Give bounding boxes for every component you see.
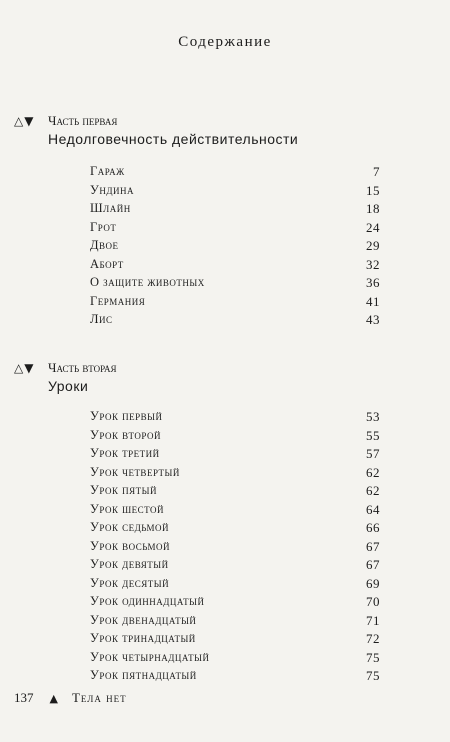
part-one-label: Часть первая bbox=[48, 113, 118, 128]
toc-entry-title: Урок шестой bbox=[90, 501, 165, 516]
toc-entry-page: 43 bbox=[366, 312, 380, 327]
toc-entry-page: 7 bbox=[373, 164, 380, 179]
toc-entry bbox=[90, 520, 380, 539]
toc-entry-page: 18 bbox=[366, 201, 380, 216]
toc-entry bbox=[90, 294, 380, 313]
part-two-toc bbox=[90, 409, 380, 687]
toc-entry bbox=[90, 428, 380, 447]
toc-entry-page: 36 bbox=[366, 275, 380, 290]
toc-entry bbox=[90, 557, 380, 576]
toc-entry-title: Урок первый bbox=[90, 409, 163, 423]
toc-entry-page: 75 bbox=[366, 649, 380, 665]
page-title: Содержание bbox=[178, 34, 272, 50]
toc-entry-title: Урок девятый bbox=[90, 557, 169, 571]
toc-entry bbox=[90, 409, 380, 428]
toc-entry bbox=[90, 465, 380, 484]
part-marker-icon: △▼ bbox=[14, 114, 35, 128]
part-one-title: Недолговечность действительности bbox=[48, 131, 299, 147]
toc-entry-page: 69 bbox=[366, 575, 380, 591]
toc-entry-page: 53 bbox=[366, 409, 380, 424]
toc-entry-page: 67 bbox=[366, 557, 380, 572]
toc-entry bbox=[90, 257, 380, 276]
toc-entry-title: Урок десятый bbox=[90, 575, 170, 590]
toc-entry bbox=[90, 446, 380, 465]
toc-entry-page: 62 bbox=[366, 483, 380, 498]
toc-entry-page: 75 bbox=[366, 668, 380, 683]
toc-entry-page: 24 bbox=[366, 219, 380, 235]
footer-book-title: Тела нет bbox=[71, 690, 127, 705]
toc-entry-page: 70 bbox=[366, 594, 380, 609]
toc-entry-title: Аборт bbox=[90, 256, 124, 271]
toc-entry bbox=[90, 220, 380, 239]
toc-entry-title: Германия bbox=[90, 293, 146, 308]
toc-entry bbox=[90, 275, 380, 294]
part-two-heading bbox=[14, 360, 117, 394]
toc-entry-title: Ундина bbox=[90, 182, 134, 197]
toc-entry bbox=[90, 502, 380, 521]
part-two-title: Уроки bbox=[48, 378, 89, 394]
toc-entry-page: 67 bbox=[366, 538, 380, 554]
part-marker-icon: △▼ bbox=[14, 361, 35, 375]
toc-entry bbox=[90, 576, 380, 595]
toc-entry-page: 57 bbox=[366, 446, 380, 461]
toc-entry-page: 55 bbox=[366, 427, 380, 443]
triangle-up-icon: ▲ bbox=[49, 691, 58, 705]
toc-entry-title: О защите животных bbox=[90, 275, 205, 289]
toc-entry-page: 32 bbox=[366, 256, 380, 272]
part-two-label: Часть вторая bbox=[48, 360, 117, 375]
toc-entry-title: Шлайн bbox=[90, 201, 131, 215]
part-one-toc bbox=[90, 164, 380, 331]
toc-entry-title: Урок седьмой bbox=[90, 520, 170, 534]
toc-entry bbox=[90, 631, 380, 650]
footer-page-number: 137 bbox=[14, 690, 34, 705]
part-one-heading bbox=[14, 113, 298, 147]
toc-entry-page: 64 bbox=[366, 501, 380, 517]
toc-entry-title: Урок четвертый bbox=[90, 464, 180, 479]
toc-entry bbox=[90, 539, 380, 558]
toc-entry-title: Урок второй bbox=[90, 427, 161, 442]
toc-entry-title: Урок одиннадцатый bbox=[90, 594, 205, 608]
toc-entry bbox=[90, 483, 380, 502]
toc-entry bbox=[90, 183, 380, 202]
toc-entry bbox=[90, 594, 380, 613]
toc-entry-title: Урок третий bbox=[90, 446, 160, 460]
toc-entry-page: 62 bbox=[366, 464, 380, 480]
toc-entry-title: Грот bbox=[90, 219, 117, 234]
toc-entry bbox=[90, 668, 380, 687]
toc-entry-title: Гараж bbox=[90, 164, 125, 178]
toc-entry-page: 71 bbox=[366, 612, 380, 628]
toc-entry-title: Урок пятнадцатый bbox=[90, 668, 197, 682]
toc-entry bbox=[90, 312, 380, 331]
toc-entry-title: Урок четырнадцатый bbox=[90, 649, 210, 664]
toc-entry bbox=[90, 613, 380, 632]
toc-entry-page: 41 bbox=[366, 293, 380, 309]
toc-entry bbox=[90, 650, 380, 669]
toc-entry-page: 72 bbox=[366, 631, 380, 646]
toc-entry-title: Урок двенадцатый bbox=[90, 612, 197, 627]
toc-entry-title: Урок тринадцатый bbox=[90, 631, 196, 645]
toc-entry-title: Урок пятый bbox=[90, 483, 157, 497]
toc-entry bbox=[90, 201, 380, 220]
toc-entry-page: 66 bbox=[366, 520, 380, 535]
toc-entry-title: Лис bbox=[90, 312, 113, 326]
toc-entry-title: Двое bbox=[90, 238, 119, 252]
toc-entry-title: Урок восьмой bbox=[90, 538, 171, 553]
page-footer bbox=[14, 690, 127, 706]
toc-entry-page: 29 bbox=[366, 238, 380, 253]
toc-entry bbox=[90, 238, 380, 257]
toc-entry bbox=[90, 164, 380, 183]
toc-entry-page: 15 bbox=[366, 182, 380, 198]
